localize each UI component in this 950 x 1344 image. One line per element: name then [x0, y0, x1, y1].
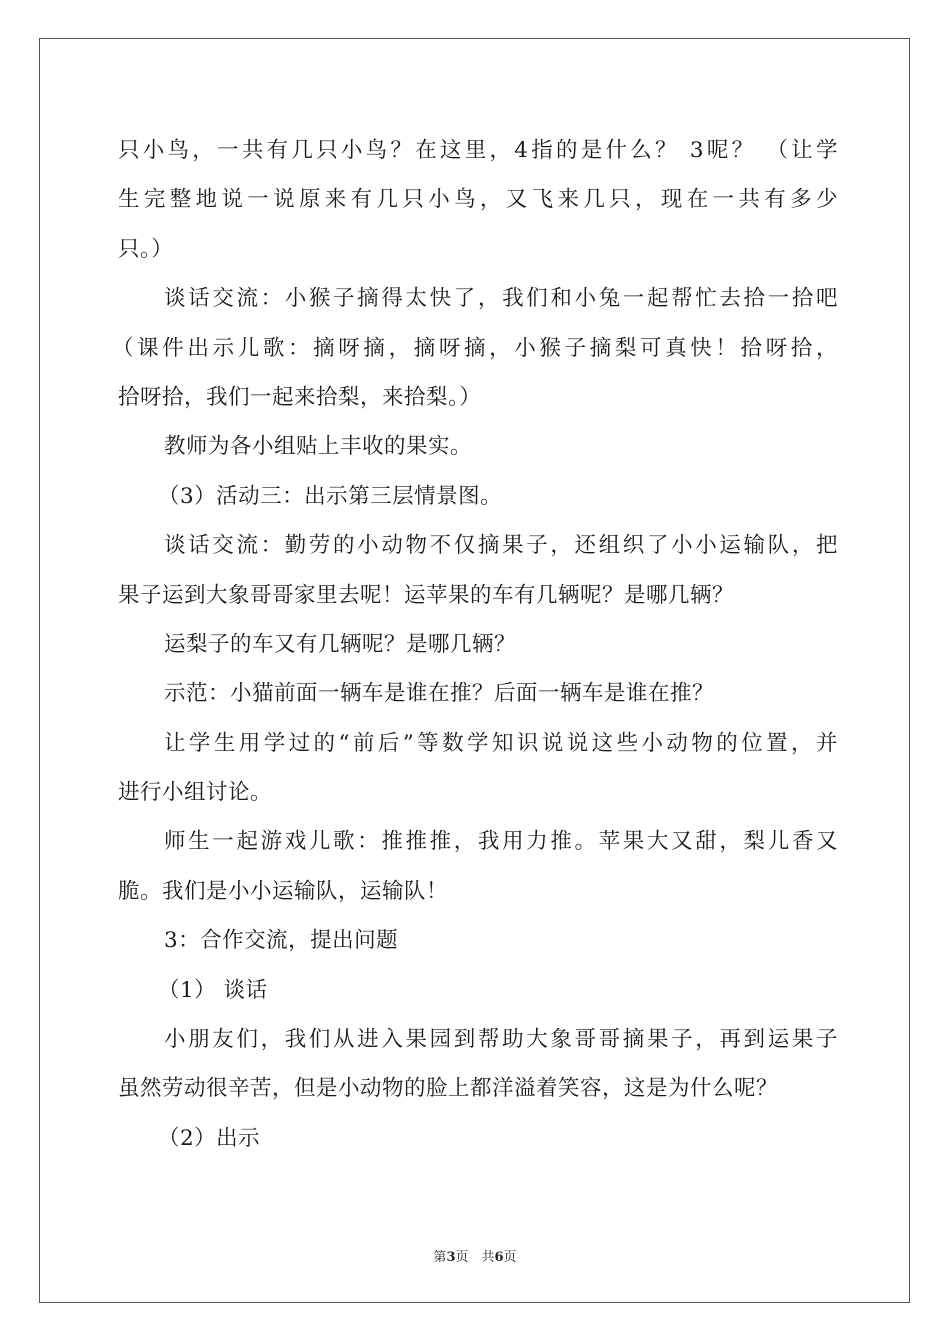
- page-footer: [0, 1246, 950, 1265]
- text-line: 运梨子的车又有几辆呢？是哪几辆？: [164, 631, 517, 657]
- footer-page-total: 6: [494, 1250, 504, 1265]
- text-line: 虽然劳动很辛苦，但是小动物的脸上都洋溢着笑容，这是为什么呢？: [118, 1076, 779, 1102]
- text-line: 只小鸟，一共有几只小鸟？在这里，4指的是什么？ 3呢？ （让学: [118, 138, 838, 163]
- footer-page-number: 3: [446, 1250, 456, 1265]
- text-line: 谈话交流：小猴子摘得太快了，我们和小兔一起帮忙去拾一拾吧: [164, 286, 838, 312]
- text-line: （1） 谈话: [158, 977, 268, 1003]
- text-line: 3：合作交流，提出问题: [164, 928, 399, 954]
- text-line: 让学生用学过的“前后”等数学知识说说这些小动物的位置，并: [164, 730, 838, 756]
- text-line: 小朋友们，我们从进入果园到帮助大象哥哥摘果子，再到运果子: [164, 1027, 838, 1053]
- document-body: [112, 126, 838, 1163]
- text-line: 拾呀拾，我们一起来拾梨，来拾梨。）: [118, 384, 482, 410]
- footer-middle: 页 共: [455, 1250, 495, 1265]
- text-line: （课件出示儿歌：摘呀摘，摘呀摘，小猴子摘梨可真快！拾呀拾，: [112, 335, 838, 361]
- text-line: （3）活动三：出示第三层情景图。: [158, 483, 503, 509]
- text-line: 教师为各小组贴上丰收的果实。: [164, 434, 473, 460]
- text-line: 师生一起游戏儿歌：推推推，我用力推。苹果大又甜，梨儿香又: [164, 829, 838, 855]
- text-line: 示范：小猫前面一辆车是谁在推？后面一辆车是谁在推？: [164, 681, 715, 707]
- footer-suffix: 页: [503, 1250, 517, 1265]
- footer-prefix: 第: [433, 1250, 447, 1265]
- text-line: 脆。我们是小小运输队，运输队！: [118, 878, 449, 904]
- text-line: 谈话交流：勤劳的小动物不仅摘果子，还组织了小小运输队，把: [164, 533, 838, 559]
- text-line: 只。）: [118, 236, 174, 262]
- text-line: 生完整地说一说原来有几只小鸟，又飞来几只，现在一共有多少: [118, 187, 838, 213]
- text-line: 果子运到大象哥哥家里去呢！运苹果的车有几辆呢？是哪几辆？: [118, 582, 735, 608]
- text-line: （2）出示: [158, 1125, 261, 1151]
- text-line: 进行小组讨论。: [118, 780, 273, 806]
